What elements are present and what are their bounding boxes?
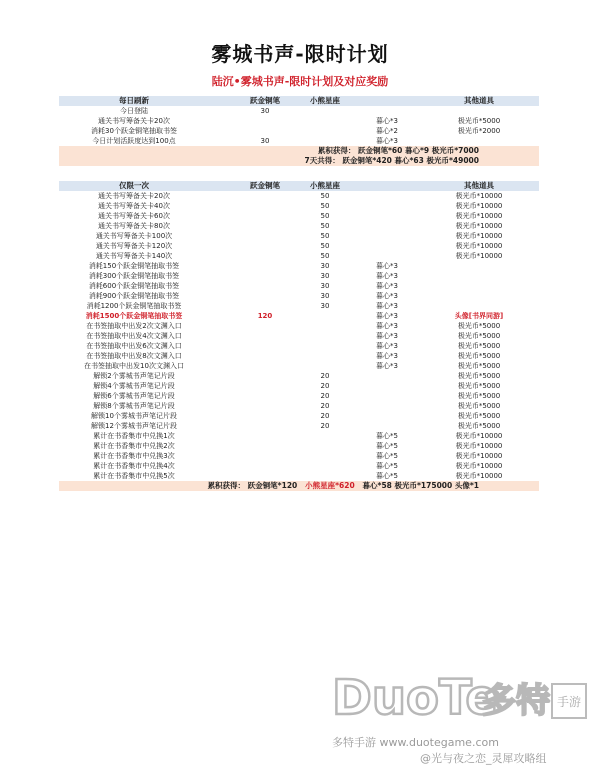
other-cell: 极光币*10000 bbox=[455, 452, 503, 460]
heart-cell: 暮心*5 bbox=[376, 432, 398, 440]
task-cell: 今日计划活跃度达到100点 bbox=[92, 137, 176, 145]
table-row bbox=[59, 361, 539, 371]
task-cell: 解锁2个雾城书声笔记片段 bbox=[93, 372, 175, 380]
star-cell: 20 bbox=[320, 372, 330, 380]
watermark-credit: @光与夜之恋_灵犀攻略组 bbox=[420, 752, 547, 765]
other-cell: 极光币*5000 bbox=[457, 422, 501, 430]
other-cell: 极光币*10000 bbox=[455, 442, 503, 450]
once-table bbox=[59, 181, 539, 491]
star-cell: 20 bbox=[320, 422, 330, 430]
task-cell: 在书签抽取中出发10次文渊入口 bbox=[84, 362, 184, 370]
star-cell: 30 bbox=[320, 302, 330, 310]
star-cell: 20 bbox=[320, 392, 330, 400]
other-cell: 极光币*5000 bbox=[457, 382, 501, 390]
task-cell: 在书签抽取中出发2次文渊入口 bbox=[86, 322, 182, 330]
heart-cell: 暮心*3 bbox=[376, 292, 398, 300]
table-row bbox=[59, 471, 539, 481]
other-cell: 极光币*10000 bbox=[455, 222, 503, 230]
table-row bbox=[59, 221, 539, 231]
other-cell: 极光币*10000 bbox=[455, 462, 503, 470]
col-task: 每日刷新 bbox=[119, 96, 149, 105]
table-row bbox=[59, 231, 539, 241]
task-cell: 通关书写筹备关卡20次 bbox=[98, 117, 170, 125]
summary-star: 小熊星座*620 bbox=[305, 481, 355, 490]
table-row bbox=[59, 116, 539, 126]
star-cell: 50 bbox=[320, 222, 330, 230]
table-row bbox=[59, 251, 539, 261]
once-summary-text bbox=[59, 481, 479, 491]
star-cell: 30 bbox=[320, 282, 330, 290]
task-cell: 在书签抽取中出发4次文渊入口 bbox=[86, 332, 182, 340]
table-row bbox=[59, 136, 539, 146]
star-cell: 30 bbox=[320, 292, 330, 300]
heart-cell: 暮心*3 bbox=[376, 312, 398, 320]
task-cell: 累计在书香集市中兑换2次 bbox=[93, 442, 175, 450]
star-cell: 30 bbox=[320, 272, 330, 280]
heart-cell: 暮心*5 bbox=[376, 472, 398, 480]
other-cell: 极光币*5000 bbox=[457, 322, 501, 330]
star-cell: 20 bbox=[320, 402, 330, 410]
heart-cell: 暮心*3 bbox=[376, 117, 398, 125]
other-cell: 极光币*10000 bbox=[455, 192, 503, 200]
heart-cell: 暮心*3 bbox=[376, 352, 398, 360]
pen-cell: 120 bbox=[257, 312, 273, 320]
logo-text: DuoTe bbox=[332, 670, 498, 726]
other-cell: 极光币*5000 bbox=[457, 362, 501, 370]
other-cell: 极光币*5000 bbox=[457, 117, 501, 125]
col-other: 其他道具 bbox=[464, 96, 494, 105]
table-row bbox=[59, 381, 539, 391]
heart-cell: 暮心*3 bbox=[376, 322, 398, 330]
weekly-summary-text: 7天共得： 跃金铜笔*420 暮心*63 极光币*49000 bbox=[304, 156, 479, 165]
star-cell: 20 bbox=[320, 412, 330, 420]
table-row bbox=[59, 281, 539, 291]
heart-cell: 暮心*3 bbox=[376, 282, 398, 290]
heart-cell: 暮心*3 bbox=[376, 342, 398, 350]
table-row bbox=[59, 291, 539, 301]
star-cell: 50 bbox=[320, 192, 330, 200]
star-cell: 20 bbox=[320, 382, 330, 390]
table-row bbox=[59, 191, 539, 201]
task-cell: 通关书写筹备关卡40次 bbox=[98, 202, 170, 210]
table-row bbox=[59, 261, 539, 271]
other-cell: 极光币*10000 bbox=[455, 432, 503, 440]
other-cell: 极光币*5000 bbox=[457, 352, 501, 360]
logo-cn: 多特 bbox=[482, 681, 550, 721]
table-row bbox=[59, 341, 539, 351]
star-cell: 30 bbox=[320, 262, 330, 270]
table-row bbox=[59, 241, 539, 251]
col-task: 仅限一次 bbox=[119, 181, 149, 190]
heart-cell: 暮心*5 bbox=[376, 442, 398, 450]
task-cell: 通关书写筹备关卡120次 bbox=[95, 242, 173, 250]
task-cell: 消耗150个跃金铜笔抽取书签 bbox=[88, 262, 180, 270]
col-other: 其他道具 bbox=[464, 181, 494, 190]
other-cell: 极光币*5000 bbox=[457, 342, 501, 350]
heart-cell: 暮心*3 bbox=[376, 262, 398, 270]
table-row bbox=[59, 411, 539, 421]
table-row bbox=[59, 201, 539, 211]
logo-badge: 手游 bbox=[556, 695, 582, 709]
heart-cell: 暮心*2 bbox=[376, 127, 398, 135]
task-cell: 累计在书香集市中兑换1次 bbox=[93, 432, 175, 440]
task-cell: 今日登陆 bbox=[120, 107, 148, 115]
task-cell: 累计在书香集市中兑换3次 bbox=[93, 452, 175, 460]
other-cell: 极光币*10000 bbox=[455, 212, 503, 220]
table-row bbox=[59, 211, 539, 221]
star-cell: 50 bbox=[320, 212, 330, 220]
table-row bbox=[59, 371, 539, 381]
summary-pen: 累积获得： 跃金铜笔*120 bbox=[207, 481, 298, 490]
table-row bbox=[59, 461, 539, 471]
task-cell: 消耗300个跃金铜笔抽取书签 bbox=[88, 272, 180, 280]
task-cell: 消耗1200个跃金铜笔抽取书签 bbox=[86, 302, 182, 310]
heart-cell: 暮心*3 bbox=[376, 137, 398, 145]
star-cell: 50 bbox=[320, 232, 330, 240]
task-cell: 消耗30个跃金铜笔抽取书签 bbox=[91, 127, 177, 135]
other-cell: 极光币*5000 bbox=[457, 392, 501, 400]
pen-cell: 30 bbox=[260, 107, 270, 115]
task-cell: 累计在书香集市中兑换5次 bbox=[93, 472, 175, 480]
other-cell: 极光币*10000 bbox=[455, 232, 503, 240]
other-cell: 极光币*5000 bbox=[457, 372, 501, 380]
col-pen: 跃金铜笔 bbox=[250, 181, 280, 190]
col-star: 小熊星座 bbox=[310, 96, 340, 105]
task-cell: 通关书写筹备关卡100次 bbox=[95, 232, 173, 240]
once-header-row bbox=[59, 181, 539, 191]
other-cell: 极光币*5000 bbox=[457, 402, 501, 410]
heart-cell: 暮心*3 bbox=[376, 272, 398, 280]
heart-cell: 暮心*3 bbox=[376, 332, 398, 340]
task-cell: 通关书写筹备关卡140次 bbox=[95, 252, 173, 260]
table-row bbox=[59, 311, 539, 321]
task-cell: 解锁6个雾城书声笔记片段 bbox=[93, 392, 175, 400]
table-row bbox=[59, 421, 539, 431]
col-pen: 跃金铜笔 bbox=[250, 96, 280, 105]
heart-cell: 暮心*3 bbox=[376, 302, 398, 310]
table-row bbox=[59, 351, 539, 361]
table-row bbox=[59, 401, 539, 411]
task-cell: 通关书写筹备关卡80次 bbox=[98, 222, 170, 230]
task-cell: 在书签抽取中出发6次文渊入口 bbox=[86, 342, 182, 350]
task-cell: 解锁12个雾城书声笔记片段 bbox=[91, 422, 177, 430]
table-row bbox=[59, 451, 539, 461]
daily-table bbox=[59, 96, 539, 166]
page-title: 雾城书声-限时计划 bbox=[211, 42, 389, 66]
table-row bbox=[59, 106, 539, 116]
task-cell: 消耗1500个跃金铜笔抽取书签 bbox=[85, 312, 183, 320]
other-cell: 极光币*5000 bbox=[457, 412, 501, 420]
table-row bbox=[59, 331, 539, 341]
task-cell: 累计在书香集市中兑换4次 bbox=[93, 462, 175, 470]
page-subtitle: 陆沉•雾城书声-限时计划及对应奖励 bbox=[211, 75, 389, 88]
task-cell: 消耗900个跃金铜笔抽取书签 bbox=[88, 292, 180, 300]
other-cell: 极光币*10000 bbox=[455, 252, 503, 260]
other-cell: 极光币*10000 bbox=[455, 242, 503, 250]
other-cell: 极光币*5000 bbox=[457, 332, 501, 340]
daily-header-row bbox=[59, 96, 539, 106]
table-row bbox=[59, 321, 539, 331]
watermark-url: 多特手游 www.duotegame.com bbox=[332, 736, 499, 749]
star-cell: 50 bbox=[320, 252, 330, 260]
heart-cell: 暮心*5 bbox=[376, 462, 398, 470]
table-row bbox=[59, 441, 539, 451]
task-cell: 解锁8个雾城书声笔记片段 bbox=[93, 402, 175, 410]
task-cell: 解锁10个雾城书声笔记片段 bbox=[91, 412, 177, 420]
table-row bbox=[59, 301, 539, 311]
task-cell: 通关书写筹备关卡60次 bbox=[98, 212, 170, 220]
daily-summary-row bbox=[59, 146, 539, 156]
weekly-summary-row bbox=[59, 156, 539, 166]
heart-cell: 暮心*5 bbox=[376, 452, 398, 460]
col-star: 小熊星座 bbox=[310, 181, 340, 190]
table-row bbox=[59, 271, 539, 281]
summary-rest: 暮心*58 极光币*175000 头像*1 bbox=[362, 481, 479, 490]
heart-cell: 暮心*3 bbox=[376, 362, 398, 370]
star-cell: 50 bbox=[320, 202, 330, 210]
table-row bbox=[59, 391, 539, 401]
other-cell: 极光币*10000 bbox=[455, 472, 503, 480]
task-cell: 通关书写筹备关卡20次 bbox=[98, 192, 170, 200]
duote-logo bbox=[330, 662, 590, 732]
task-cell: 消耗600个跃金铜笔抽取书签 bbox=[88, 282, 180, 290]
star-cell: 50 bbox=[320, 242, 330, 250]
other-cell: 极光币*2000 bbox=[457, 127, 501, 135]
pen-cell: 30 bbox=[260, 137, 270, 145]
daily-summary-text: 累积获得： 跃金铜笔*60 暮心*9 极光币*7000 bbox=[317, 146, 479, 155]
task-cell: 解锁4个雾城书声笔记片段 bbox=[93, 382, 175, 390]
table-row bbox=[59, 431, 539, 441]
table-row bbox=[59, 126, 539, 136]
task-cell: 在书签抽取中出发8次文渊入口 bbox=[86, 352, 182, 360]
other-cell: 极光币*10000 bbox=[455, 202, 503, 210]
once-summary-row bbox=[59, 481, 539, 491]
other-cell: 头像[书界同游] bbox=[454, 312, 504, 320]
